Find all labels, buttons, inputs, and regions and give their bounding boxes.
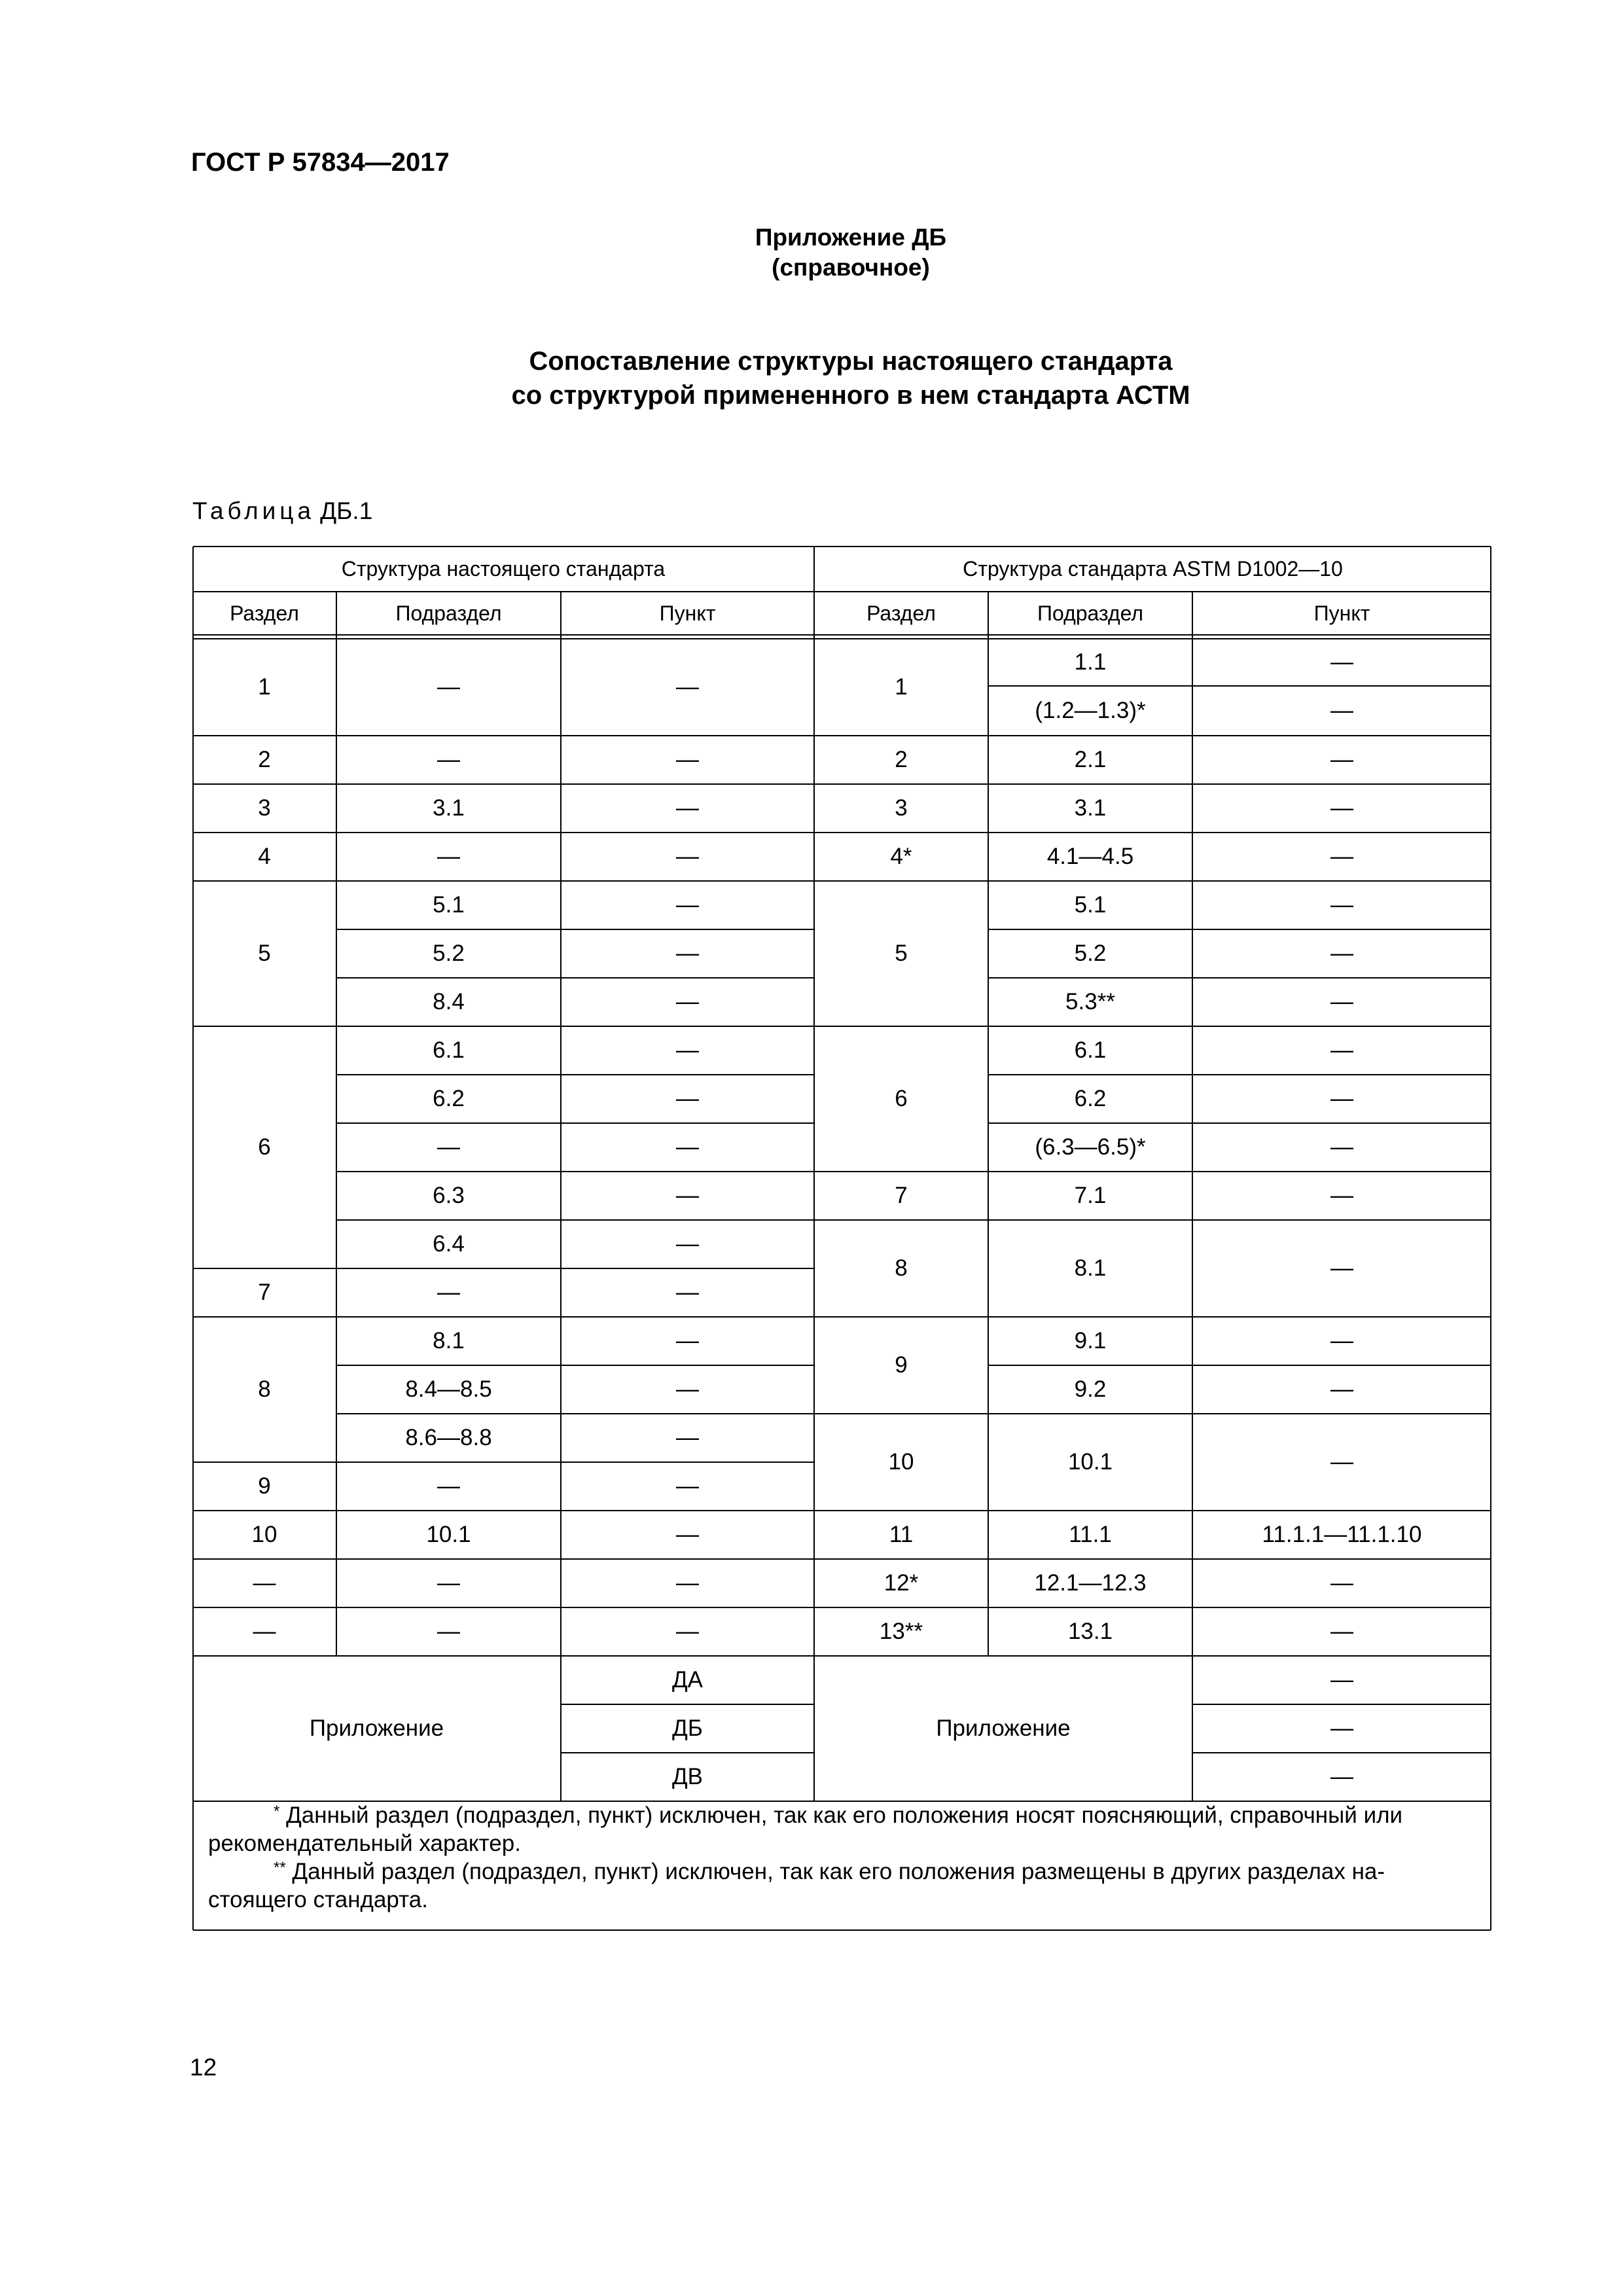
document-title [0,344,1623,412]
right-point-cell: — [1330,1086,1353,1111]
col-header-astm-point: Пункт [1313,601,1370,625]
left-point-cell: — [676,892,699,918]
right-point-cell: — [1330,844,1353,869]
left-subsection-cell: — [437,844,460,869]
right-appendix-label: Приложение [936,1715,1071,1741]
footnote-2-line-2: стоящего стандарта. [208,1887,428,1912]
left-point-cell: — [676,1280,699,1305]
right-subsection-cell: 8.1 [1074,1255,1107,1281]
left-section-cell: 1 [258,674,271,700]
title-line-2: со структурой примененного в нем стандарта АСТМ [511,381,1190,410]
right-subsection-cell: 2.1 [1074,747,1107,772]
left-section-cell: 3 [258,795,271,821]
left-section-cell: 5 [258,941,271,966]
left-point-cell: — [676,1134,699,1160]
col-header-astm-section: Раздел [866,601,936,625]
left-appendix-cell: ДВ [671,1764,704,1789]
left-section-cell: 2 [258,747,271,772]
comparison-table [192,546,1491,1931]
left-point-cell: — [676,844,699,869]
right-subsection-cell: 6.2 [1074,1086,1107,1111]
right-subsection-cell: 12.1—12.3 [1034,1570,1147,1596]
right-subsection-cell: 7.1 [1074,1183,1107,1208]
left-subsection-cell: — [437,1280,460,1305]
right-subsection-cell: (6.3—6.5)* [1035,1134,1146,1160]
right-section-cell: 1 [895,674,908,700]
left-subsection-cell: 8.4—8.5 [405,1376,492,1402]
left-point-cell: — [676,1231,699,1257]
right-point-cell: — [1330,1376,1353,1402]
appendix-type: (справочное) [772,254,930,281]
right-point-cell: — [1330,1134,1353,1160]
left-subsection-cell: 6.2 [433,1086,465,1111]
left-section-cell: 6 [258,1134,271,1160]
table-footnotes [208,1801,1481,1914]
footnote-1-text: Данный раздел (подраздел, пункт) исключен, так как его положения носят поясняющий, справочный или [286,1803,1403,1828]
right-appendix-point-cell: — [1330,1667,1353,1693]
left-appendix-label: Приложение [309,1715,444,1741]
left-point-cell: — [676,1376,699,1402]
right-subsection-cell: 1.1 [1074,649,1107,675]
right-subsection-cell: 5.1 [1074,892,1107,918]
title-line-1: Сопоставление структуры настоящего стандарта [529,347,1173,376]
right-point-cell: — [1330,1619,1353,1644]
left-subsection-cell: 8.4 [433,989,465,1014]
left-subsection-cell: 8.1 [433,1328,465,1354]
right-section-cell: 11 [889,1522,914,1547]
col-header-point: Пункт [659,601,716,625]
left-section-cell: — [253,1570,276,1596]
left-section-cell: 9 [258,1473,271,1499]
left-point-cell: — [676,1522,699,1547]
left-subsection-cell: 8.6—8.8 [405,1425,492,1450]
right-section-cell: 4* [890,844,912,869]
left-section-cell: 10 [251,1522,277,1547]
left-subsection-cell: — [437,1134,460,1160]
right-subsection-cell: 11.1 [1069,1522,1112,1547]
appendix-heading [0,223,1623,283]
right-section-cell: 13** [879,1619,923,1644]
standard-id: ГОСТ Р 57834—2017 [191,148,450,177]
footnote-2-mark: ** [274,1859,286,1876]
right-point-cell: — [1330,1449,1353,1475]
right-section-cell: 10 [888,1449,914,1475]
left-point-cell: — [676,674,699,700]
right-subsection-cell: 5.2 [1074,941,1107,966]
left-point-cell: — [676,1619,699,1644]
left-point-cell: — [676,1086,699,1111]
right-point-cell: — [1330,1328,1353,1354]
left-point-cell: — [676,941,699,966]
right-section-cell: 7 [895,1183,908,1208]
right-section-cell: 3 [895,795,908,821]
right-appendix-point-cell: — [1330,1764,1353,1789]
left-point-cell: — [676,1570,699,1596]
appendix-title: Приложение ДБ [755,224,947,251]
left-subsection-cell: 5.1 [433,892,465,918]
left-subsection-cell: 10.1 [426,1522,471,1547]
footnote-1-line-2: рекомендательный характер. [208,1831,521,1856]
left-subsection-cell: 6.1 [433,1037,465,1063]
group-header-current: Структура настоящего стандарта [341,556,666,581]
right-appendix-point-cell: — [1330,1715,1353,1741]
left-point-cell: — [676,1037,699,1063]
left-point-cell: — [676,1473,699,1499]
right-section-cell: 2 [895,747,908,772]
right-point-cell: — [1330,649,1353,675]
left-appendix-cell: ДА [671,1667,704,1693]
right-point-cell: — [1330,1255,1353,1281]
right-point-cell: — [1330,892,1353,918]
right-section-cell: 8 [895,1255,908,1281]
right-point-cell: 11.1.1—11.1.10 [1262,1522,1422,1547]
left-subsection-cell: — [437,1619,460,1644]
right-subsection-cell: 10.1 [1067,1449,1113,1475]
footnote-2-line-1 [208,1857,1481,1886]
left-section-cell: 8 [258,1376,271,1402]
right-subsection-cell: 5.3** [1065,989,1115,1014]
right-point-cell: — [1330,1037,1353,1063]
right-subsection-cell: 13.1 [1067,1619,1113,1644]
footnote-1-mark: * [274,1803,280,1820]
right-point-cell: — [1330,1183,1353,1208]
left-subsection-cell: 5.2 [433,941,465,966]
left-section-cell: — [253,1619,276,1644]
col-header-subsection: Подраздел [395,601,502,625]
left-subsection-cell: — [437,1570,460,1596]
col-header-astm-subsection: Подраздел [1037,601,1144,625]
table-caption-number: ДБ.1 [320,497,373,524]
right-subsection-cell: 3.1 [1074,795,1107,821]
right-point-cell: — [1330,941,1353,966]
page-number: 12 [190,2054,217,2081]
left-section-cell: 4 [258,844,271,869]
right-subsection-cell: (1.2—1.3)* [1035,698,1146,723]
left-subsection-cell: — [437,674,460,700]
right-point-cell: — [1330,1570,1353,1596]
left-subsection-cell: 6.3 [433,1183,465,1208]
right-section-cell: 9 [895,1352,908,1378]
right-subsection-cell: 9.1 [1074,1328,1107,1354]
left-section-cell: 7 [258,1280,271,1305]
right-section-cell: 5 [895,941,908,966]
footnote-1-line-1 [208,1801,1481,1829]
left-subsection-cell: — [437,747,460,772]
left-point-cell: — [676,795,699,821]
right-subsection-cell: 6.1 [1074,1037,1107,1063]
col-header-section: Раздел [230,601,299,625]
right-point-cell: — [1330,698,1353,723]
left-subsection-cell: 6.4 [433,1231,465,1257]
left-point-cell: — [676,1328,699,1354]
left-point-cell: — [676,1425,699,1450]
right-section-cell: 6 [895,1086,908,1111]
left-subsection-cell: 3.1 [433,795,465,821]
left-point-cell: — [676,747,699,772]
left-point-cell: — [676,1183,699,1208]
right-point-cell: — [1330,989,1353,1014]
group-header-astm: Структура стандарта ASTM D1002—10 [963,556,1343,581]
table-caption [192,497,372,525]
left-appendix-cell: ДБ [672,1715,703,1741]
right-subsection-cell: 9.2 [1074,1376,1107,1402]
left-point-cell: — [676,989,699,1014]
right-point-cell: — [1330,795,1353,821]
right-subsection-cell: 4.1—4.5 [1046,844,1134,869]
left-subsection-cell: — [437,1473,460,1499]
footnote-2-text: Данный раздел (подраздел, пункт) исключен, так как его положения размещены в других разделах на- [292,1859,1385,1884]
right-section-cell: 12* [883,1570,919,1596]
right-point-cell: — [1330,747,1353,772]
table-caption-label: Таблица [192,497,315,524]
